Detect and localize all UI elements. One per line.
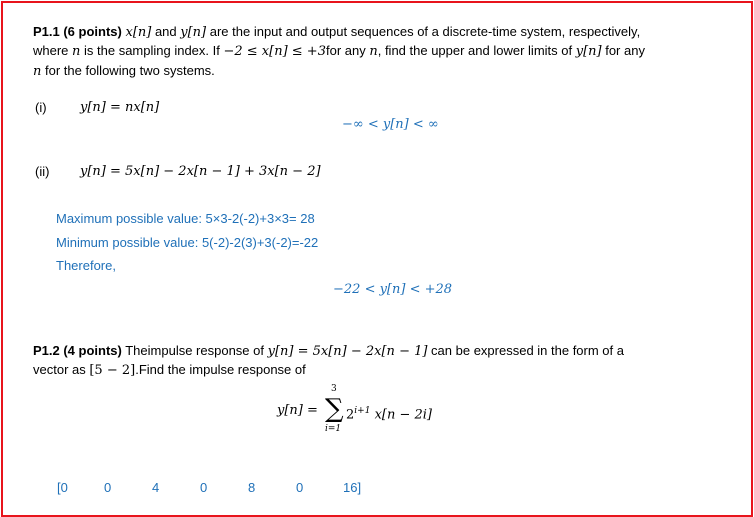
vector-element: 0 — [296, 480, 304, 495]
part-ii-equation: y[n] = 5x[n] − 2x[n − 1] + 3x[n − 2] — [80, 164, 321, 179]
therefore-text: Therefore, — [56, 258, 116, 273]
p11-line-3 — [33, 63, 215, 80]
math-inequality: −2 ≤ x[n] ≤ +3 — [223, 44, 326, 59]
text: , find the upper and lower limits of — [377, 43, 576, 58]
text: are the input and output sequences of a discrete-time system, respectively, — [206, 24, 641, 39]
math-y: y[n] — [180, 25, 207, 40]
math-y: y[n] — [575, 44, 602, 59]
part-ii-label: (ii) — [35, 164, 50, 179]
part-i-label: (i) — [35, 100, 47, 115]
math-x: x[n] — [125, 25, 152, 40]
p12-line-1 — [33, 343, 624, 360]
text: for any — [325, 43, 370, 58]
math-n: n — [369, 44, 378, 59]
text: is the sampling index. If — [80, 43, 224, 58]
eq-rhs — [346, 403, 432, 423]
math-n: n — [33, 64, 42, 79]
p11-line-1 — [33, 24, 640, 41]
sum-upper-limit: 3 — [331, 384, 337, 394]
part-i-equation: y[n] = nx[n] — [80, 100, 160, 115]
min-value-line: Minimum possible value: 5(-2)-2(3)+3(-2)=-22 — [56, 235, 319, 250]
vector-element: 8 — [248, 480, 256, 495]
text: and — [151, 24, 181, 39]
p12-label: P1.2 (4 points) — [33, 343, 122, 358]
math-system: y[n] = 5x[n] − 2x[n − 1] — [267, 344, 428, 359]
eq-exponent: i+1 — [354, 406, 371, 416]
part-i-answer: −∞ < y[n] < ∞ — [342, 117, 439, 132]
text: where — [33, 43, 73, 58]
math-vector: [5 − 2] — [89, 363, 136, 378]
eq-tail: x[n − 2i] — [370, 407, 433, 423]
part-ii-answer: −22 < y[n] < +28 — [333, 282, 453, 297]
text: for any — [601, 43, 645, 58]
eq-base: 2 — [346, 407, 355, 423]
summation-sign: ∑ — [325, 394, 344, 424]
p12-line-2 — [33, 362, 306, 379]
vector-element: 0 — [104, 480, 112, 495]
vector-element: [0 — [57, 480, 68, 495]
text: vector as — [33, 362, 90, 377]
text: can be expressed in the form of a — [427, 343, 624, 358]
eq-lhs: y[n] = — [277, 403, 318, 418]
vector-element: 16] — [343, 480, 362, 495]
math-n: n — [72, 44, 81, 59]
max-value-line: Maximum possible value: 5×3-2(-2)+3×3= 28 — [56, 211, 315, 226]
text: Theimpulse response of — [121, 343, 268, 358]
vector-element: 0 — [200, 480, 208, 495]
text: for the following two systems. — [41, 63, 215, 78]
text: .Find the impulse response of — [135, 362, 306, 377]
sum-lower-limit: i=1 — [325, 424, 342, 434]
vector-element: 4 — [152, 480, 160, 495]
p11-line-2 — [33, 43, 645, 60]
p11-label: P1.1 (6 points) — [33, 24, 122, 39]
